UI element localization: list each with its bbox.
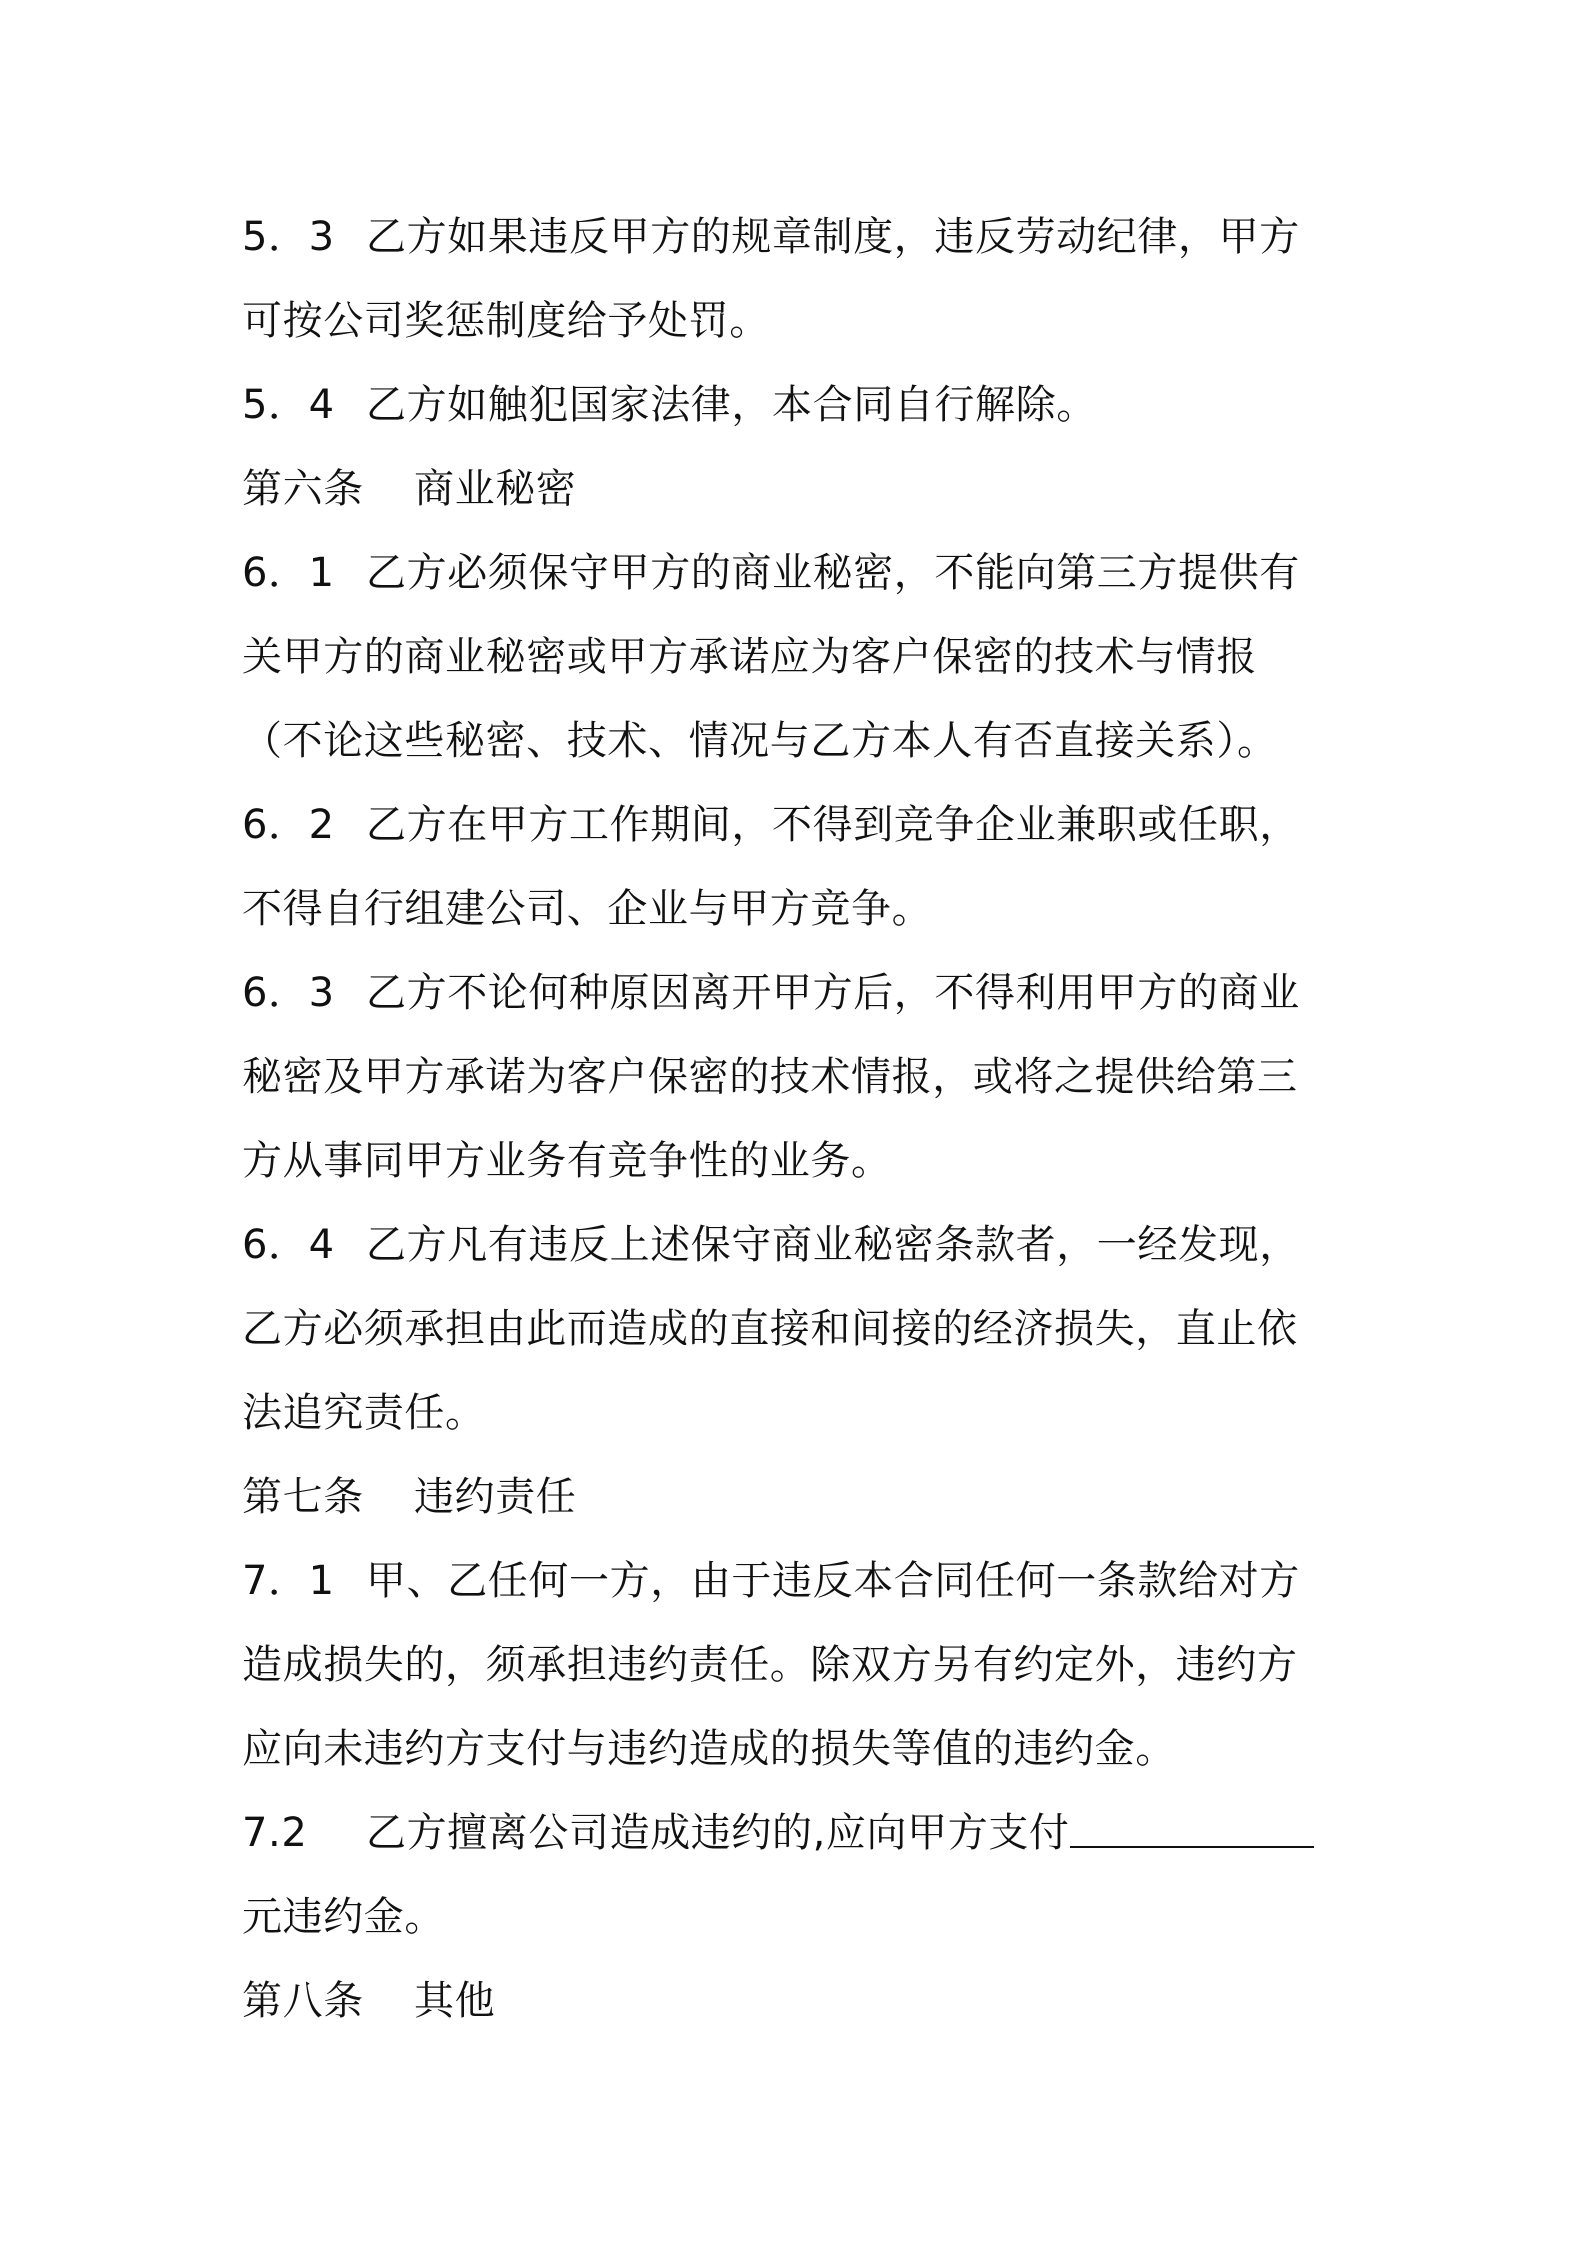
clause-6-2-text: 乙方在甲方工作期间，不得到竞争企业兼职或任职， bbox=[366, 802, 1300, 848]
clause-5-4-line-1 bbox=[242, 363, 1362, 447]
clause-5-3-text: 乙方如果违反甲方的规章制度，违反劳动纪律，甲方 bbox=[366, 214, 1300, 260]
clause-6-3-number: 6．3 bbox=[242, 970, 335, 1016]
clause-6-1-line-2: 关甲方的商业秘密或甲方承诺应为客户保密的技术与情报 bbox=[242, 634, 1257, 680]
article-6-number: 第六条 bbox=[242, 466, 364, 512]
clause-7-1-text: 甲、乙任何一方，由于违反本合同任何一条款给对方 bbox=[366, 1558, 1300, 1604]
clause-6-2-number: 6．2 bbox=[242, 802, 335, 848]
clause-5-3-number: 5．3 bbox=[242, 214, 335, 260]
clause-6-2-line-1 bbox=[242, 783, 1362, 867]
contract-text bbox=[242, 195, 1362, 2043]
clause-6-3-text: 乙方不论何种原因离开甲方后，不得利用甲方的商业 bbox=[366, 970, 1300, 1016]
clause-7-1-line-2: 造成损失的，须承担违约责任。除双方另有约定外，违约方 bbox=[242, 1642, 1298, 1688]
clause-7-2-text: 乙方擅离公司造成违约的,应向甲方支付 bbox=[366, 1810, 1070, 1856]
clause-6-3-line-1 bbox=[242, 951, 1362, 1035]
clause-6-4-line-3: 法追究责任。 bbox=[242, 1390, 486, 1436]
clause-5-4-text: 乙方如触犯国家法律，本合同自行解除。 bbox=[366, 382, 1097, 428]
clause-6-1-text: 乙方必须保守甲方的商业秘密，不能向第三方提供有 bbox=[366, 550, 1300, 596]
clause-6-4-text: 乙方凡有违反上述保守商业秘密条款者，一经发现， bbox=[366, 1222, 1300, 1268]
clause-7-2-line-1 bbox=[242, 1791, 1362, 1875]
clause-6-4-number: 6．4 bbox=[242, 1222, 335, 1268]
article-7-heading bbox=[242, 1455, 1362, 1539]
article-8-title: 其他 bbox=[414, 1978, 496, 2024]
clause-6-3-line-2: 秘密及甲方承诺为客户保密的技术情报，或将之提供给第三 bbox=[242, 1054, 1298, 1100]
clause-6-4-line-1 bbox=[242, 1203, 1362, 1287]
clause-5-4-number: 5．4 bbox=[242, 382, 335, 428]
clause-6-2-line-2: 不得自行组建公司、企业与甲方竞争。 bbox=[242, 886, 933, 932]
article-7-number: 第七条 bbox=[242, 1474, 364, 1520]
clause-6-1-line-1 bbox=[242, 531, 1362, 615]
article-8-number: 第八条 bbox=[242, 1978, 364, 2024]
clause-5-3-line-1 bbox=[242, 195, 1362, 279]
amount-blank-line bbox=[1070, 1842, 1314, 1848]
clause-5-3-line-2: 可按公司奖惩制度给予处罚。 bbox=[242, 298, 770, 344]
clause-7-2-number: 7.2 bbox=[242, 1810, 308, 1856]
clause-7-2-line-2: 元违约金。 bbox=[242, 1894, 445, 1940]
clause-6-4-line-2: 乙方必须承担由此而造成的直接和间接的经济损失，直止依 bbox=[242, 1306, 1298, 1352]
clause-7-1-line-3: 应向未违约方支付与违约造成的损失等值的违约金。 bbox=[242, 1726, 1176, 1772]
article-7-title: 违约责任 bbox=[414, 1474, 577, 1520]
article-6-heading bbox=[242, 447, 1362, 531]
clause-6-1-line-3: （不论这些秘密、技术、情况与乙方本人有否直接关系）。 bbox=[242, 718, 1278, 764]
article-6-title: 商业秘密 bbox=[414, 466, 577, 512]
clause-6-3-line-3: 方从事同甲方业务有竞争性的业务。 bbox=[242, 1138, 892, 1184]
article-8-heading bbox=[242, 1959, 1362, 2043]
clause-6-1-number: 6．1 bbox=[242, 550, 335, 596]
clause-7-1-number: 7．1 bbox=[242, 1558, 335, 1604]
clause-7-1-line-1 bbox=[242, 1539, 1362, 1623]
